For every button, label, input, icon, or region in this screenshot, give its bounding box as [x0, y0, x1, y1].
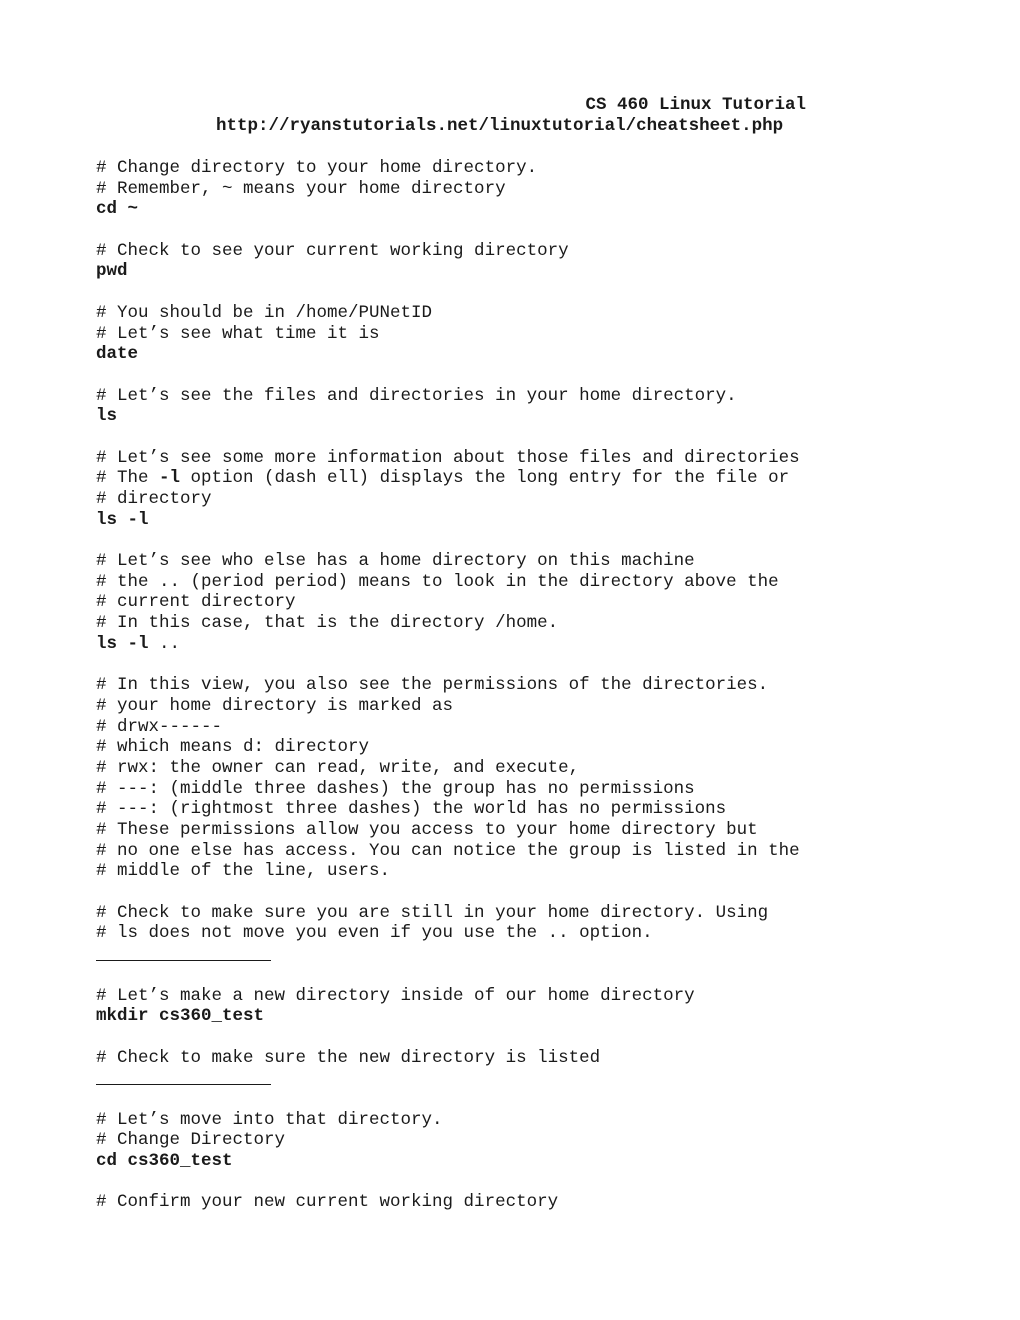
command-line: mkdir cs360_test [96, 1006, 265, 1027]
comment-line: # Let’s see the files and directories in your home directory. [96, 385, 737, 406]
comment-line: # ---: (middle three dashes) the group has no permissions [96, 778, 695, 799]
comment-line: # Check to make sure the new directory is listed [96, 1047, 601, 1068]
comment-line: # These permissions allow you access to your home directory but [96, 820, 758, 840]
answer-blank-line [96, 944, 996, 965]
comment-line: # Remember, ~ means your home directory [96, 178, 506, 199]
blank-line [96, 365, 996, 386]
comment-line: # Let’s see some more information about those files and directories [96, 447, 800, 468]
command-line: cd cs360_test [96, 1151, 233, 1171]
comment-line [96, 468, 996, 489]
command-line: ls [96, 406, 118, 427]
comment-line: # Let’s make a new directory inside of our home directory [96, 985, 695, 1006]
blank-line [96, 1027, 996, 1048]
comment-line: # Let’s see what time it is [96, 323, 380, 344]
comment-line: # drwx------ [96, 716, 223, 737]
option-flag: -l [159, 468, 181, 489]
blank-line [96, 882, 996, 903]
command-line: cd ~ [96, 199, 139, 220]
document-title: CS 460 Linux Tutorial [585, 95, 806, 115]
blank-line [96, 220, 996, 241]
blank-line [96, 530, 996, 551]
comment-line: # Let’s move into that directory. [96, 1109, 443, 1130]
blank-line [96, 1089, 996, 1110]
comment-line: # In this view, you also see the permissions of the directories. [96, 675, 769, 696]
comment-line: # rwx: the owner can read, write, and execute, [96, 757, 580, 778]
document-body [96, 158, 996, 1213]
blank-line [96, 1172, 996, 1193]
command-line: date [96, 344, 139, 365]
comment-line: # Change directory to your home directory. [96, 158, 538, 178]
document-header [0, 95, 1020, 139]
comment-line: # directory [96, 489, 212, 509]
command-line [96, 634, 996, 655]
comment-line: # You should be in /home/PUNetID [96, 302, 433, 323]
comment-line: # Confirm your new current working directory [96, 1192, 559, 1213]
answer-blank-line [96, 1068, 996, 1089]
comment-line: # Check to see your current working directory [96, 240, 569, 261]
comment-line: # your home directory is marked as [96, 695, 454, 716]
comment-line: # no one else has access. You can notice the group is listed in the [96, 840, 800, 861]
comment-line: # Change Directory [96, 1130, 286, 1151]
comment-line: # current directory [96, 592, 296, 613]
command-line: pwd [96, 261, 128, 282]
command-text: ls -l [96, 633, 149, 654]
comment-line: # which means d: directory [96, 737, 370, 758]
blank-line [96, 965, 996, 986]
blank-line [96, 427, 996, 448]
blank-line [96, 282, 996, 303]
comment-line: # middle of the line, users. [96, 861, 391, 882]
comment-line: # the .. (period period) means to look in the directory above the [96, 571, 779, 592]
command-line: ls -l [96, 509, 149, 530]
comment-line: # ---: (rightmost three dashes) the world has no permissions [96, 799, 727, 820]
comment-line: # ls does not move you even if you use the .. option. [96, 923, 653, 944]
reference-url: http://ryanstutorials.net/linuxtutorial/cheatsheet.php [216, 116, 784, 136]
comment-line: # Let’s see who else has a home directory on this machine [96, 551, 695, 572]
command-argument: .. [148, 633, 181, 654]
comment-prefix: # The [96, 468, 160, 489]
comment-line: # Check to make sure you are still in your home directory. Using [96, 902, 769, 923]
comment-suffix: option (dash ell) displays the long entry for the file or [180, 468, 790, 489]
comment-line: # In this case, that is the directory /home. [96, 613, 559, 634]
blank-line [96, 655, 996, 676]
